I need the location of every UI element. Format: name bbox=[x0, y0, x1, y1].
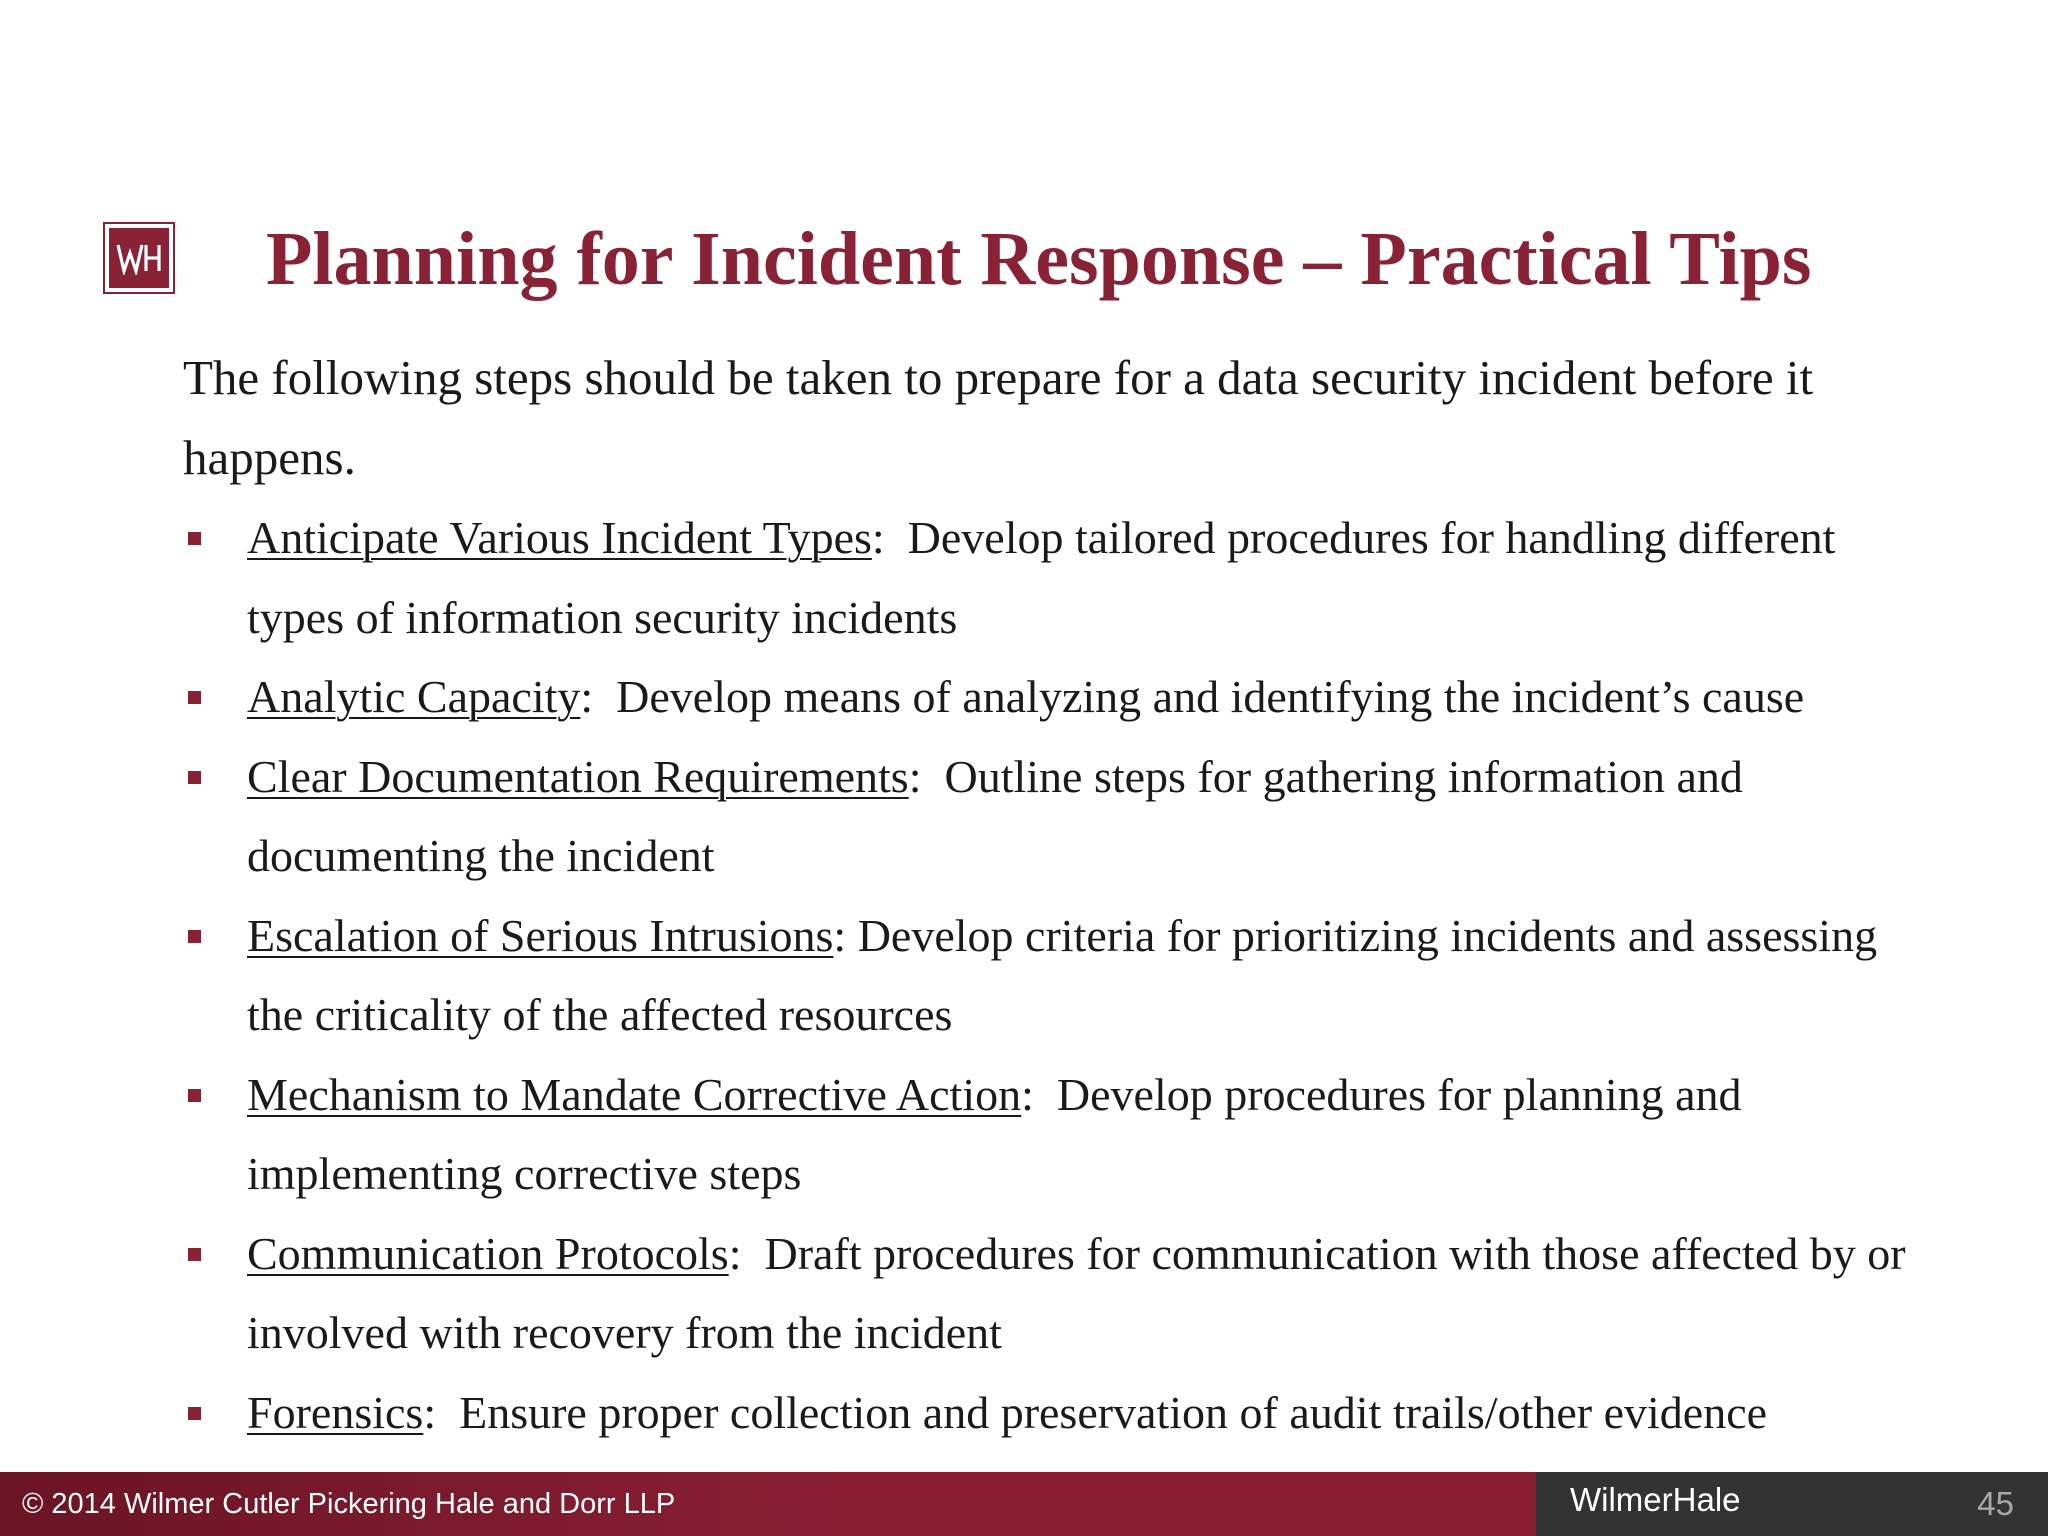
bullet-term: Mechanism to Mandate Corrective Action bbox=[247, 1068, 1022, 1120]
slide-footer bbox=[0, 1472, 2048, 1536]
bullet-term: Communication Protocols bbox=[247, 1227, 729, 1279]
square-bullet-icon bbox=[188, 1089, 201, 1102]
bullet-separator: : bbox=[833, 909, 858, 961]
bullet-text: Develop procedures for planning and implementing corrective steps bbox=[247, 1068, 1742, 1199]
square-bullet-icon bbox=[188, 691, 201, 704]
footer-brand-bar bbox=[1536, 1472, 2048, 1536]
bullet-separator: : bbox=[580, 671, 617, 722]
footer-copyright-bar bbox=[0, 1472, 1536, 1536]
bullet-text: Outline steps for gathering information and documenting the incident bbox=[247, 750, 1743, 881]
bullet-separator: : bbox=[908, 750, 945, 802]
copyright-text: © 2014 Wilmer Cutler Pickering Hale and Dorr LLP bbox=[22, 1487, 676, 1520]
bullet-text: Develop criteria for prioritizing incidents and assessing the criticality of the affected resources bbox=[247, 909, 1878, 1040]
slide-body bbox=[183, 338, 1923, 1452]
list-item bbox=[183, 1214, 1923, 1373]
square-bullet-icon bbox=[188, 1248, 201, 1261]
bullet-text: Develop tailored procedures for handling different types of information security incidents bbox=[247, 512, 1836, 643]
square-bullet-icon bbox=[188, 771, 201, 784]
list-item bbox=[183, 896, 1923, 1055]
list-item bbox=[183, 737, 1923, 896]
bullet-text: Ensure proper collection and preservation of audit trails/other evidence bbox=[459, 1386, 1768, 1438]
tips-list bbox=[183, 498, 1923, 1452]
wh-logo-icon bbox=[103, 222, 175, 294]
page-number: 45 bbox=[1977, 1485, 2014, 1522]
bullet-separator: : bbox=[871, 512, 908, 563]
bullet-separator: : bbox=[1021, 1068, 1057, 1120]
wh-logo-glyph bbox=[115, 241, 163, 275]
list-item bbox=[183, 498, 1923, 657]
bullet-term: Forensics bbox=[247, 1386, 424, 1438]
list-item bbox=[183, 657, 1923, 737]
square-bullet-icon bbox=[188, 532, 201, 545]
slide-title: Planning for Incident Response – Practical Tips bbox=[266, 217, 1812, 301]
bullet-term: Analytic Capacity bbox=[247, 671, 581, 722]
bullet-text: Develop means of analyzing and identifying the incident’s cause bbox=[616, 671, 1805, 722]
bullet-text: Draft procedures for communication with those affected by or involved with recovery from the incident bbox=[247, 1227, 1906, 1358]
list-item bbox=[183, 1055, 1923, 1214]
bullet-term: Escalation of Serious Intrusions bbox=[247, 909, 834, 961]
bullet-separator: : bbox=[423, 1386, 460, 1438]
bullet-term: Anticipate Various Incident Types bbox=[247, 512, 872, 563]
list-item bbox=[183, 1373, 1923, 1453]
square-bullet-icon bbox=[188, 930, 201, 943]
bullet-term: Clear Documentation Requirements bbox=[247, 750, 909, 802]
square-bullet-icon bbox=[188, 1407, 201, 1420]
brand-name: WilmerHale bbox=[1570, 1481, 1741, 1518]
intro-text: The following steps should be taken to prepare for a data security incident before it happens. bbox=[183, 350, 1814, 485]
bullet-separator: : bbox=[728, 1227, 765, 1279]
